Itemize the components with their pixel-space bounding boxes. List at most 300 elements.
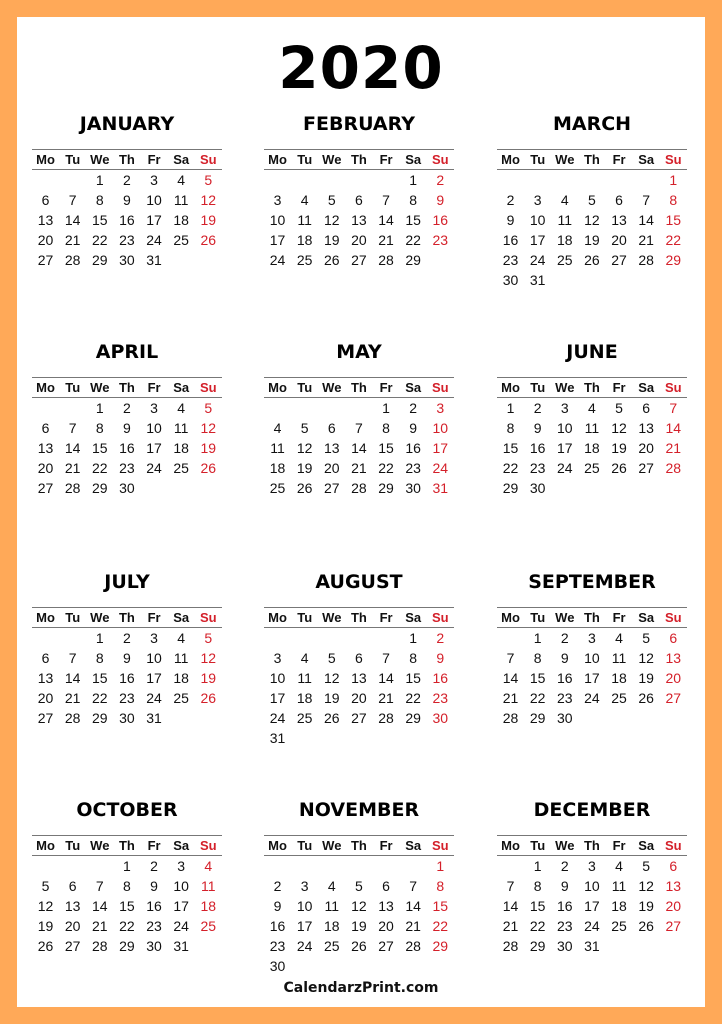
date-cell: 3 — [588, 858, 596, 874]
weekday-label: Fr — [612, 151, 626, 167]
weekday-header-row — [32, 835, 222, 856]
date-cell: 26 — [611, 460, 627, 476]
month-grid — [32, 149, 222, 270]
date-cell: 22 — [529, 690, 546, 706]
date-cell: 7 — [355, 420, 363, 436]
month-grid — [32, 607, 222, 728]
weekday-label: Su — [665, 609, 682, 625]
date-cell: 25 — [611, 690, 627, 706]
date-cell: 6 — [355, 650, 363, 666]
month-december — [497, 798, 687, 956]
week-row — [497, 628, 687, 648]
date-cell: 30 — [557, 710, 573, 726]
date-cell: 29 — [92, 710, 108, 726]
date-cell: 16 — [119, 440, 135, 456]
weekday-header-row — [32, 149, 222, 170]
month-grid — [264, 835, 454, 976]
date-cell: 15 — [529, 670, 546, 686]
date-cell: 28 — [378, 252, 394, 268]
week-row — [264, 668, 454, 688]
weekday-label: Fr — [379, 379, 393, 395]
date-cell: 12 — [296, 440, 313, 456]
date-cell: 30 — [557, 938, 573, 954]
weekday-label: Mo — [36, 379, 55, 395]
date-cell: 4 — [300, 650, 309, 666]
week-row — [32, 438, 222, 458]
date-cell: 4 — [560, 192, 569, 208]
date-cell: 23 — [119, 690, 135, 706]
date-cell: 16 — [557, 898, 573, 914]
week-row — [32, 628, 222, 648]
weekday-label: Su — [665, 837, 682, 853]
date-cell: 28 — [92, 938, 108, 954]
weekday-label: Su — [432, 379, 449, 395]
date-cell: 25 — [173, 690, 189, 706]
date-cell: 9 — [123, 650, 131, 666]
sunday-date-cell: 12 — [200, 192, 217, 208]
weekday-label: We — [322, 151, 342, 167]
weekday-label: Sa — [638, 837, 655, 853]
date-cell: 28 — [64, 480, 81, 496]
week-row — [264, 936, 454, 956]
date-cell: 17 — [529, 232, 546, 248]
date-cell: 21 — [502, 690, 519, 706]
sunday-date-cell: 19 — [200, 212, 217, 228]
weekday-label: Su — [432, 837, 449, 853]
date-cell: 16 — [146, 898, 162, 914]
date-cell: 5 — [327, 192, 336, 208]
weekday-header-row — [264, 377, 454, 398]
date-cell: 18 — [296, 232, 313, 248]
week-row — [264, 250, 454, 270]
date-cell: 20 — [638, 440, 654, 456]
month-february — [264, 112, 454, 270]
week-row — [497, 478, 687, 498]
date-cell: 13 — [638, 420, 654, 436]
date-cell: 7 — [506, 878, 515, 894]
date-cell: 23 — [119, 460, 135, 476]
date-cell: 4 — [177, 400, 186, 416]
month-name: JANUARY — [79, 113, 175, 135]
date-cell: 31 — [584, 938, 600, 954]
month-may — [264, 340, 454, 498]
week-row — [264, 856, 454, 876]
weekday-label: Tu — [65, 151, 81, 167]
month-name: MAY — [336, 341, 382, 363]
date-cell: 18 — [611, 898, 627, 914]
date-cell: 6 — [41, 420, 50, 436]
date-cell: 24 — [529, 252, 546, 268]
sunday-date-cell: 26 — [200, 232, 217, 248]
week-row — [32, 398, 222, 418]
weekday-header-row — [497, 377, 687, 398]
weekday-label: Su — [200, 379, 217, 395]
date-cell: 4 — [615, 858, 623, 874]
month-august — [264, 570, 454, 748]
date-cell: 17 — [146, 670, 162, 686]
sunday-date-cell: 28 — [665, 460, 682, 476]
date-cell: 26 — [638, 918, 654, 934]
date-cell: 19 — [296, 460, 313, 476]
weekday-label: Tu — [65, 837, 81, 853]
date-cell: 22 — [92, 232, 108, 248]
sunday-date-cell: 10 — [432, 420, 449, 436]
weekday-label: Th — [118, 379, 135, 395]
date-cell: 28 — [64, 252, 81, 268]
date-cell: 20 — [37, 232, 54, 248]
sunday-date-cell: 13 — [665, 650, 682, 666]
date-cell: 27 — [378, 938, 394, 954]
date-cell: 31 — [173, 938, 189, 954]
weekday-label: Mo — [268, 379, 287, 395]
sunday-date-cell: 21 — [665, 440, 682, 456]
date-cell: 11 — [584, 420, 600, 436]
sunday-date-cell: 15 — [432, 898, 449, 914]
date-cell: 3 — [533, 192, 542, 208]
date-cell: 25 — [611, 918, 627, 934]
date-cell: 24 — [584, 690, 600, 706]
week-row — [497, 190, 687, 210]
weekday-label: Th — [350, 609, 367, 625]
weekday-label: Tu — [530, 609, 546, 625]
date-cell: 14 — [378, 212, 394, 228]
week-row — [264, 210, 454, 230]
date-cell: 8 — [533, 650, 542, 666]
weekday-header-row — [497, 149, 687, 170]
date-cell: 17 — [269, 232, 286, 248]
sunday-date-cell: 13 — [665, 878, 682, 894]
date-cell: 24 — [146, 460, 162, 476]
date-cell: 13 — [37, 440, 54, 456]
weekday-label: Mo — [501, 609, 520, 625]
date-cell: 9 — [150, 878, 158, 894]
date-cell: 10 — [296, 898, 313, 914]
date-cell: 27 — [351, 710, 367, 726]
date-cell: 8 — [409, 650, 418, 666]
date-cell: 12 — [638, 650, 654, 666]
date-cell: 30 — [119, 710, 135, 726]
weekday-label: We — [322, 609, 342, 625]
date-cell: 23 — [529, 460, 546, 476]
sunday-date-cell: 6 — [669, 630, 678, 646]
date-cell: 8 — [95, 650, 104, 666]
month-name: NOVEMBER — [298, 799, 420, 821]
date-cell: 13 — [37, 212, 54, 228]
date-cell: 31 — [146, 710, 162, 726]
month-grid — [32, 377, 222, 498]
week-row — [497, 708, 687, 728]
date-cell: 11 — [297, 670, 312, 686]
date-cell: 26 — [324, 710, 340, 726]
date-cell: 11 — [173, 650, 189, 666]
week-row — [497, 418, 687, 438]
date-cell: 8 — [95, 420, 104, 436]
date-cell: 19 — [37, 918, 54, 934]
date-cell: 19 — [638, 898, 654, 914]
date-cell: 24 — [269, 710, 286, 726]
date-cell: 5 — [41, 878, 50, 894]
week-row — [264, 170, 454, 190]
date-cell: 8 — [382, 420, 390, 436]
week-row — [32, 708, 222, 728]
date-cell: 6 — [355, 192, 363, 208]
weekday-label: Fr — [147, 379, 161, 395]
date-cell: 21 — [64, 232, 81, 248]
date-cell: 11 — [297, 212, 312, 228]
weekday-label: Th — [350, 151, 367, 167]
weekday-label: Fr — [379, 151, 393, 167]
date-cell: 24 — [146, 690, 162, 706]
sunday-date-cell: 27 — [665, 690, 682, 706]
date-cell: 18 — [611, 670, 627, 686]
week-row — [32, 418, 222, 438]
date-cell: 23 — [405, 460, 421, 476]
date-cell: 2 — [409, 400, 418, 416]
month-grid — [497, 377, 687, 498]
date-cell: 7 — [382, 192, 390, 208]
sunday-date-cell: 4 — [204, 858, 213, 874]
date-cell: 19 — [324, 690, 340, 706]
date-cell: 29 — [92, 480, 108, 496]
month-grid — [264, 607, 454, 748]
sunday-date-cell: 14 — [665, 420, 682, 436]
date-cell: 25 — [173, 232, 189, 248]
sunday-date-cell: 16 — [432, 670, 449, 686]
date-cell: 25 — [324, 938, 340, 954]
date-cell: 17 — [173, 898, 189, 914]
date-cell: 14 — [405, 898, 421, 914]
week-row — [497, 856, 687, 876]
date-cell: 15 — [92, 440, 108, 456]
date-cell: 6 — [327, 420, 336, 436]
weekday-label: Su — [432, 151, 449, 167]
date-cell: 4 — [177, 172, 186, 188]
weekday-label: Su — [200, 609, 217, 625]
date-cell: 5 — [327, 650, 336, 666]
date-cell: 16 — [502, 232, 519, 248]
month-name: OCTOBER — [76, 799, 178, 821]
date-cell: 2 — [273, 878, 282, 894]
week-row — [264, 628, 454, 648]
weekday-label: Th — [118, 609, 135, 625]
date-cell: 17 — [557, 440, 573, 456]
date-cell: 16 — [405, 440, 421, 456]
date-cell: 3 — [150, 630, 158, 646]
sunday-date-cell: 23 — [432, 232, 449, 248]
date-cell: 29 — [529, 938, 546, 954]
date-cell: 11 — [324, 898, 340, 914]
date-cell: 27 — [37, 252, 54, 268]
sunday-date-cell: 9 — [436, 650, 445, 666]
date-cell: 17 — [146, 212, 162, 228]
week-row — [264, 648, 454, 668]
weekday-label: Mo — [36, 151, 55, 167]
weekday-label: Sa — [405, 379, 422, 395]
date-cell: 10 — [146, 192, 162, 208]
week-row — [264, 728, 454, 748]
sunday-date-cell: 8 — [669, 192, 678, 208]
date-cell: 26 — [638, 690, 654, 706]
weekday-label: Tu — [65, 609, 81, 625]
week-row — [497, 936, 687, 956]
weekday-label: Sa — [405, 837, 422, 853]
date-cell: 23 — [119, 232, 135, 248]
weekday-label: Sa — [173, 837, 190, 853]
week-row — [264, 230, 454, 250]
date-cell: 16 — [119, 212, 135, 228]
weekday-label: Mo — [268, 151, 287, 167]
month-october — [32, 798, 222, 956]
week-row — [32, 688, 222, 708]
date-cell: 21 — [405, 918, 421, 934]
date-cell: 18 — [584, 440, 600, 456]
date-cell: 22 — [405, 232, 421, 248]
week-row — [264, 688, 454, 708]
date-cell: 7 — [409, 878, 418, 894]
week-row — [32, 936, 222, 956]
date-cell: 24 — [269, 252, 286, 268]
weekday-label: We — [555, 609, 575, 625]
weekday-label: Sa — [173, 379, 190, 395]
date-cell: 24 — [557, 460, 573, 476]
month-grid — [497, 607, 687, 728]
date-cell: 20 — [64, 918, 81, 934]
date-cell: 21 — [502, 918, 519, 934]
weekday-header-row — [497, 835, 687, 856]
date-cell: 4 — [177, 630, 186, 646]
date-cell: 7 — [68, 420, 77, 436]
weekday-label: Mo — [501, 151, 520, 167]
date-cell: 30 — [269, 958, 286, 974]
date-cell: 26 — [324, 252, 340, 268]
date-cell: 9 — [506, 212, 515, 228]
weekday-label: Fr — [147, 837, 161, 853]
date-cell: 29 — [405, 710, 421, 726]
weekday-label: Sa — [638, 609, 655, 625]
date-cell: 21 — [378, 232, 394, 248]
date-cell: 19 — [584, 232, 600, 248]
date-cell: 9 — [123, 420, 131, 436]
date-cell: 6 — [642, 400, 651, 416]
date-cell: 20 — [324, 460, 340, 476]
date-cell: 26 — [37, 938, 54, 954]
date-cell: 21 — [64, 690, 81, 706]
date-cell: 3 — [273, 650, 282, 666]
date-cell: 11 — [557, 212, 573, 228]
month-name: APRIL — [95, 341, 159, 363]
date-cell: 26 — [351, 938, 367, 954]
month-july — [32, 570, 222, 728]
month-june — [497, 340, 687, 498]
weekday-label: Th — [583, 379, 600, 395]
date-cell: 1 — [95, 630, 104, 646]
date-cell: 7 — [68, 192, 77, 208]
weekday-label: Tu — [297, 379, 313, 395]
date-cell: 13 — [37, 670, 54, 686]
sunday-date-cell: 6 — [669, 858, 678, 874]
date-cell: 14 — [64, 440, 81, 456]
date-cell: 19 — [638, 670, 654, 686]
sunday-date-cell: 20 — [665, 898, 682, 914]
date-cell: 2 — [533, 400, 542, 416]
date-cell: 30 — [146, 938, 162, 954]
date-cell: 9 — [409, 420, 418, 436]
month-november — [264, 798, 454, 976]
date-cell: 6 — [41, 650, 50, 666]
date-cell: 10 — [173, 878, 189, 894]
sunday-date-cell: 25 — [200, 918, 217, 934]
date-cell: 22 — [378, 460, 394, 476]
date-cell: 5 — [300, 420, 309, 436]
date-cell: 23 — [557, 918, 573, 934]
week-row — [497, 668, 687, 688]
date-cell: 10 — [584, 878, 600, 894]
week-row — [32, 458, 222, 478]
weekday-label: Su — [665, 379, 682, 395]
date-cell: 31 — [269, 730, 286, 746]
date-cell: 28 — [351, 480, 367, 496]
month-march — [497, 112, 687, 290]
month-january — [32, 112, 222, 270]
weekday-label: Th — [583, 609, 600, 625]
date-cell: 6 — [615, 192, 623, 208]
weekday-label: Sa — [173, 151, 190, 167]
week-row — [32, 250, 222, 270]
date-cell: 13 — [351, 670, 367, 686]
weekday-header-row — [264, 149, 454, 170]
weekday-header-row — [264, 607, 454, 628]
weekday-label: Tu — [297, 609, 313, 625]
date-cell: 19 — [611, 440, 627, 456]
sunday-date-cell: 16 — [432, 212, 449, 228]
date-cell: 29 — [378, 480, 394, 496]
date-cell: 3 — [588, 630, 596, 646]
date-cell: 27 — [37, 710, 54, 726]
week-row — [32, 668, 222, 688]
month-name: JUNE — [566, 341, 618, 363]
date-cell: 2 — [506, 192, 515, 208]
sunday-date-cell: 29 — [432, 938, 449, 954]
week-row — [264, 708, 454, 728]
date-cell: 13 — [64, 898, 81, 914]
weekday-label: Fr — [379, 837, 393, 853]
weekday-label: We — [555, 837, 575, 853]
date-cell: 28 — [64, 710, 81, 726]
date-cell: 9 — [533, 420, 542, 436]
date-cell: 9 — [123, 192, 131, 208]
sunday-date-cell: 15 — [665, 212, 682, 228]
date-cell: 14 — [351, 440, 367, 456]
date-cell: 8 — [95, 192, 104, 208]
date-cell: 14 — [64, 212, 81, 228]
date-cell: 15 — [405, 670, 421, 686]
weekday-label: Tu — [65, 379, 81, 395]
month-grid — [497, 835, 687, 956]
date-cell: 12 — [324, 212, 340, 228]
date-cell: 28 — [405, 938, 421, 954]
sunday-date-cell: 23 — [432, 690, 449, 706]
date-cell: 12 — [37, 898, 54, 914]
sunday-date-cell: 30 — [432, 710, 449, 726]
weekday-label: Mo — [268, 837, 287, 853]
date-cell: 13 — [351, 212, 367, 228]
date-cell: 6 — [41, 192, 50, 208]
weekday-label: Mo — [268, 609, 287, 625]
date-cell: 10 — [269, 670, 286, 686]
date-cell: 7 — [506, 650, 515, 666]
weekday-label: Su — [665, 151, 682, 167]
week-row — [497, 398, 687, 418]
